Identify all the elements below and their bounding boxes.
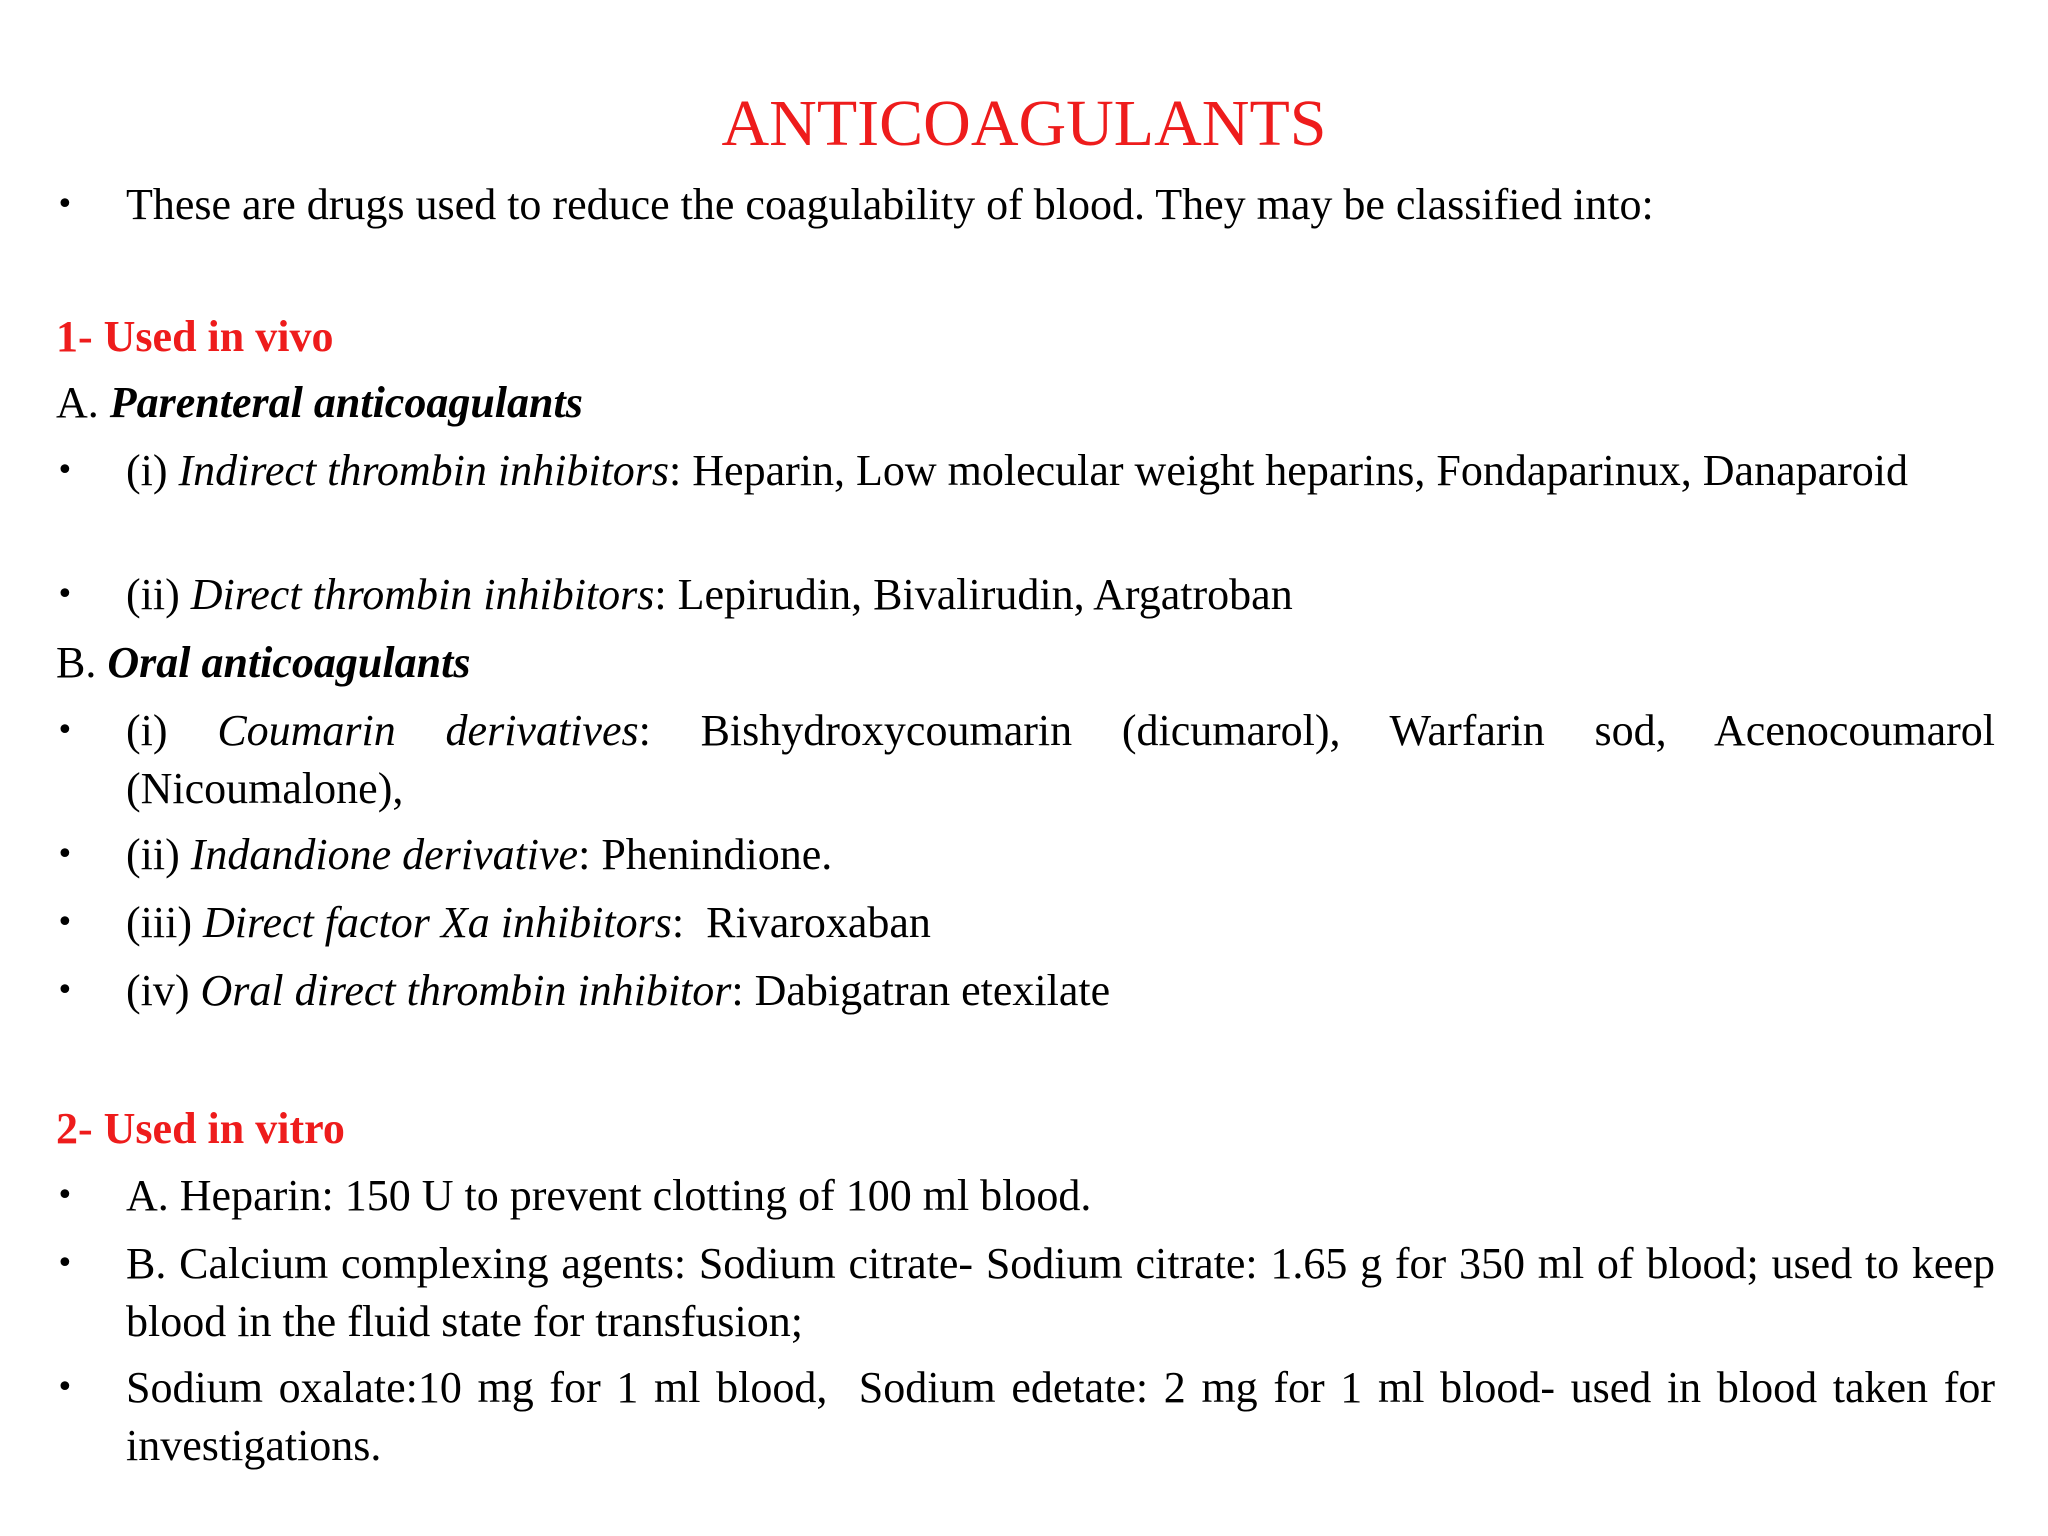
item-number: (i) <box>126 706 168 755</box>
item-term: Indirect thrombin inhibitors <box>178 446 670 495</box>
item-term: Indandione derivative <box>190 830 579 879</box>
bullet-icon: • <box>56 905 74 940</box>
item-detail: : Heparin, Low molecular weight heparins, Fondaparinux, Danaparoid <box>669 446 1909 495</box>
item-number: (ii) <box>126 830 180 879</box>
bullet-icon: • <box>56 577 74 612</box>
subheading-oral <box>56 634 1995 692</box>
item-text: A. Heparin: 150 U to prevent clotting of 100 ml blood. <box>126 1171 1092 1220</box>
section-heading-in-vitro: 2- Used in vitro <box>56 1104 345 1153</box>
item-detail: : Phenindione. <box>578 830 833 879</box>
subheading-label: Oral anticoagulants <box>107 638 471 687</box>
bullet-icon: • <box>56 187 74 222</box>
item-term: Oral direct thrombin inhibitor <box>200 966 732 1015</box>
item-text: B. Calcium complexing agents: Sodium citrate- Sodium citrate: 1.65 g for 350 ml of blood; used to keep blood in the fluid state for transfusion; <box>126 1239 1995 1346</box>
bullet-icon: • <box>56 1246 74 1281</box>
item-detail: : Rivaroxaban <box>671 898 931 947</box>
bullet-icon: • <box>56 713 74 748</box>
item-number: (ii) <box>126 570 180 619</box>
bullet-icon: • <box>56 1370 74 1405</box>
slide-title: ANTICOAGULANTS <box>721 87 1327 160</box>
subheading-label: Parenteral anticoagulants <box>109 378 583 427</box>
item-detail: : Bishydroxycoumarin (dicumarol), Warfarin sod, Acenocoumarol (Nicoumalone), <box>126 706 1996 813</box>
bullet-icon: • <box>56 837 74 872</box>
item-number: (iii) <box>126 898 192 947</box>
subheading-prefix: A. <box>56 378 99 427</box>
item-number: (i) <box>126 446 168 495</box>
bullet-icon: • <box>56 453 74 488</box>
item-term: Coumarin derivatives <box>217 706 639 755</box>
item-detail: : Lepirudin, Bivalirudin, Argatroban <box>654 570 1293 619</box>
section-heading-in-vivo: 1- Used in vivo <box>56 312 334 361</box>
subheading-parenteral <box>56 374 1995 432</box>
bullet-icon: • <box>56 973 74 1008</box>
intro-text: These are drugs used to reduce the coagulability of blood. They may be classified into: <box>126 180 1654 229</box>
bullet-icon: • <box>56 1178 74 1213</box>
item-text: Sodium oxalate:10 mg for 1 ml blood, Sodium edetate: 2 mg for 1 ml blood- used in blood taken for investigations. <box>126 1363 2006 1470</box>
item-detail: : Dabigatran etexilate <box>731 966 1111 1015</box>
item-term: Direct thrombin inhibitors <box>190 570 655 619</box>
item-text <box>126 894 1995 952</box>
item-number: (iv) <box>126 966 190 1015</box>
item-term: Direct factor Xa inhibitors <box>202 898 672 947</box>
item-text <box>126 566 1995 624</box>
item-text <box>126 826 1995 884</box>
item-text <box>126 442 1995 500</box>
item-text <box>126 962 1995 1020</box>
item-text <box>126 702 1995 818</box>
subheading-prefix: B. <box>56 638 97 687</box>
